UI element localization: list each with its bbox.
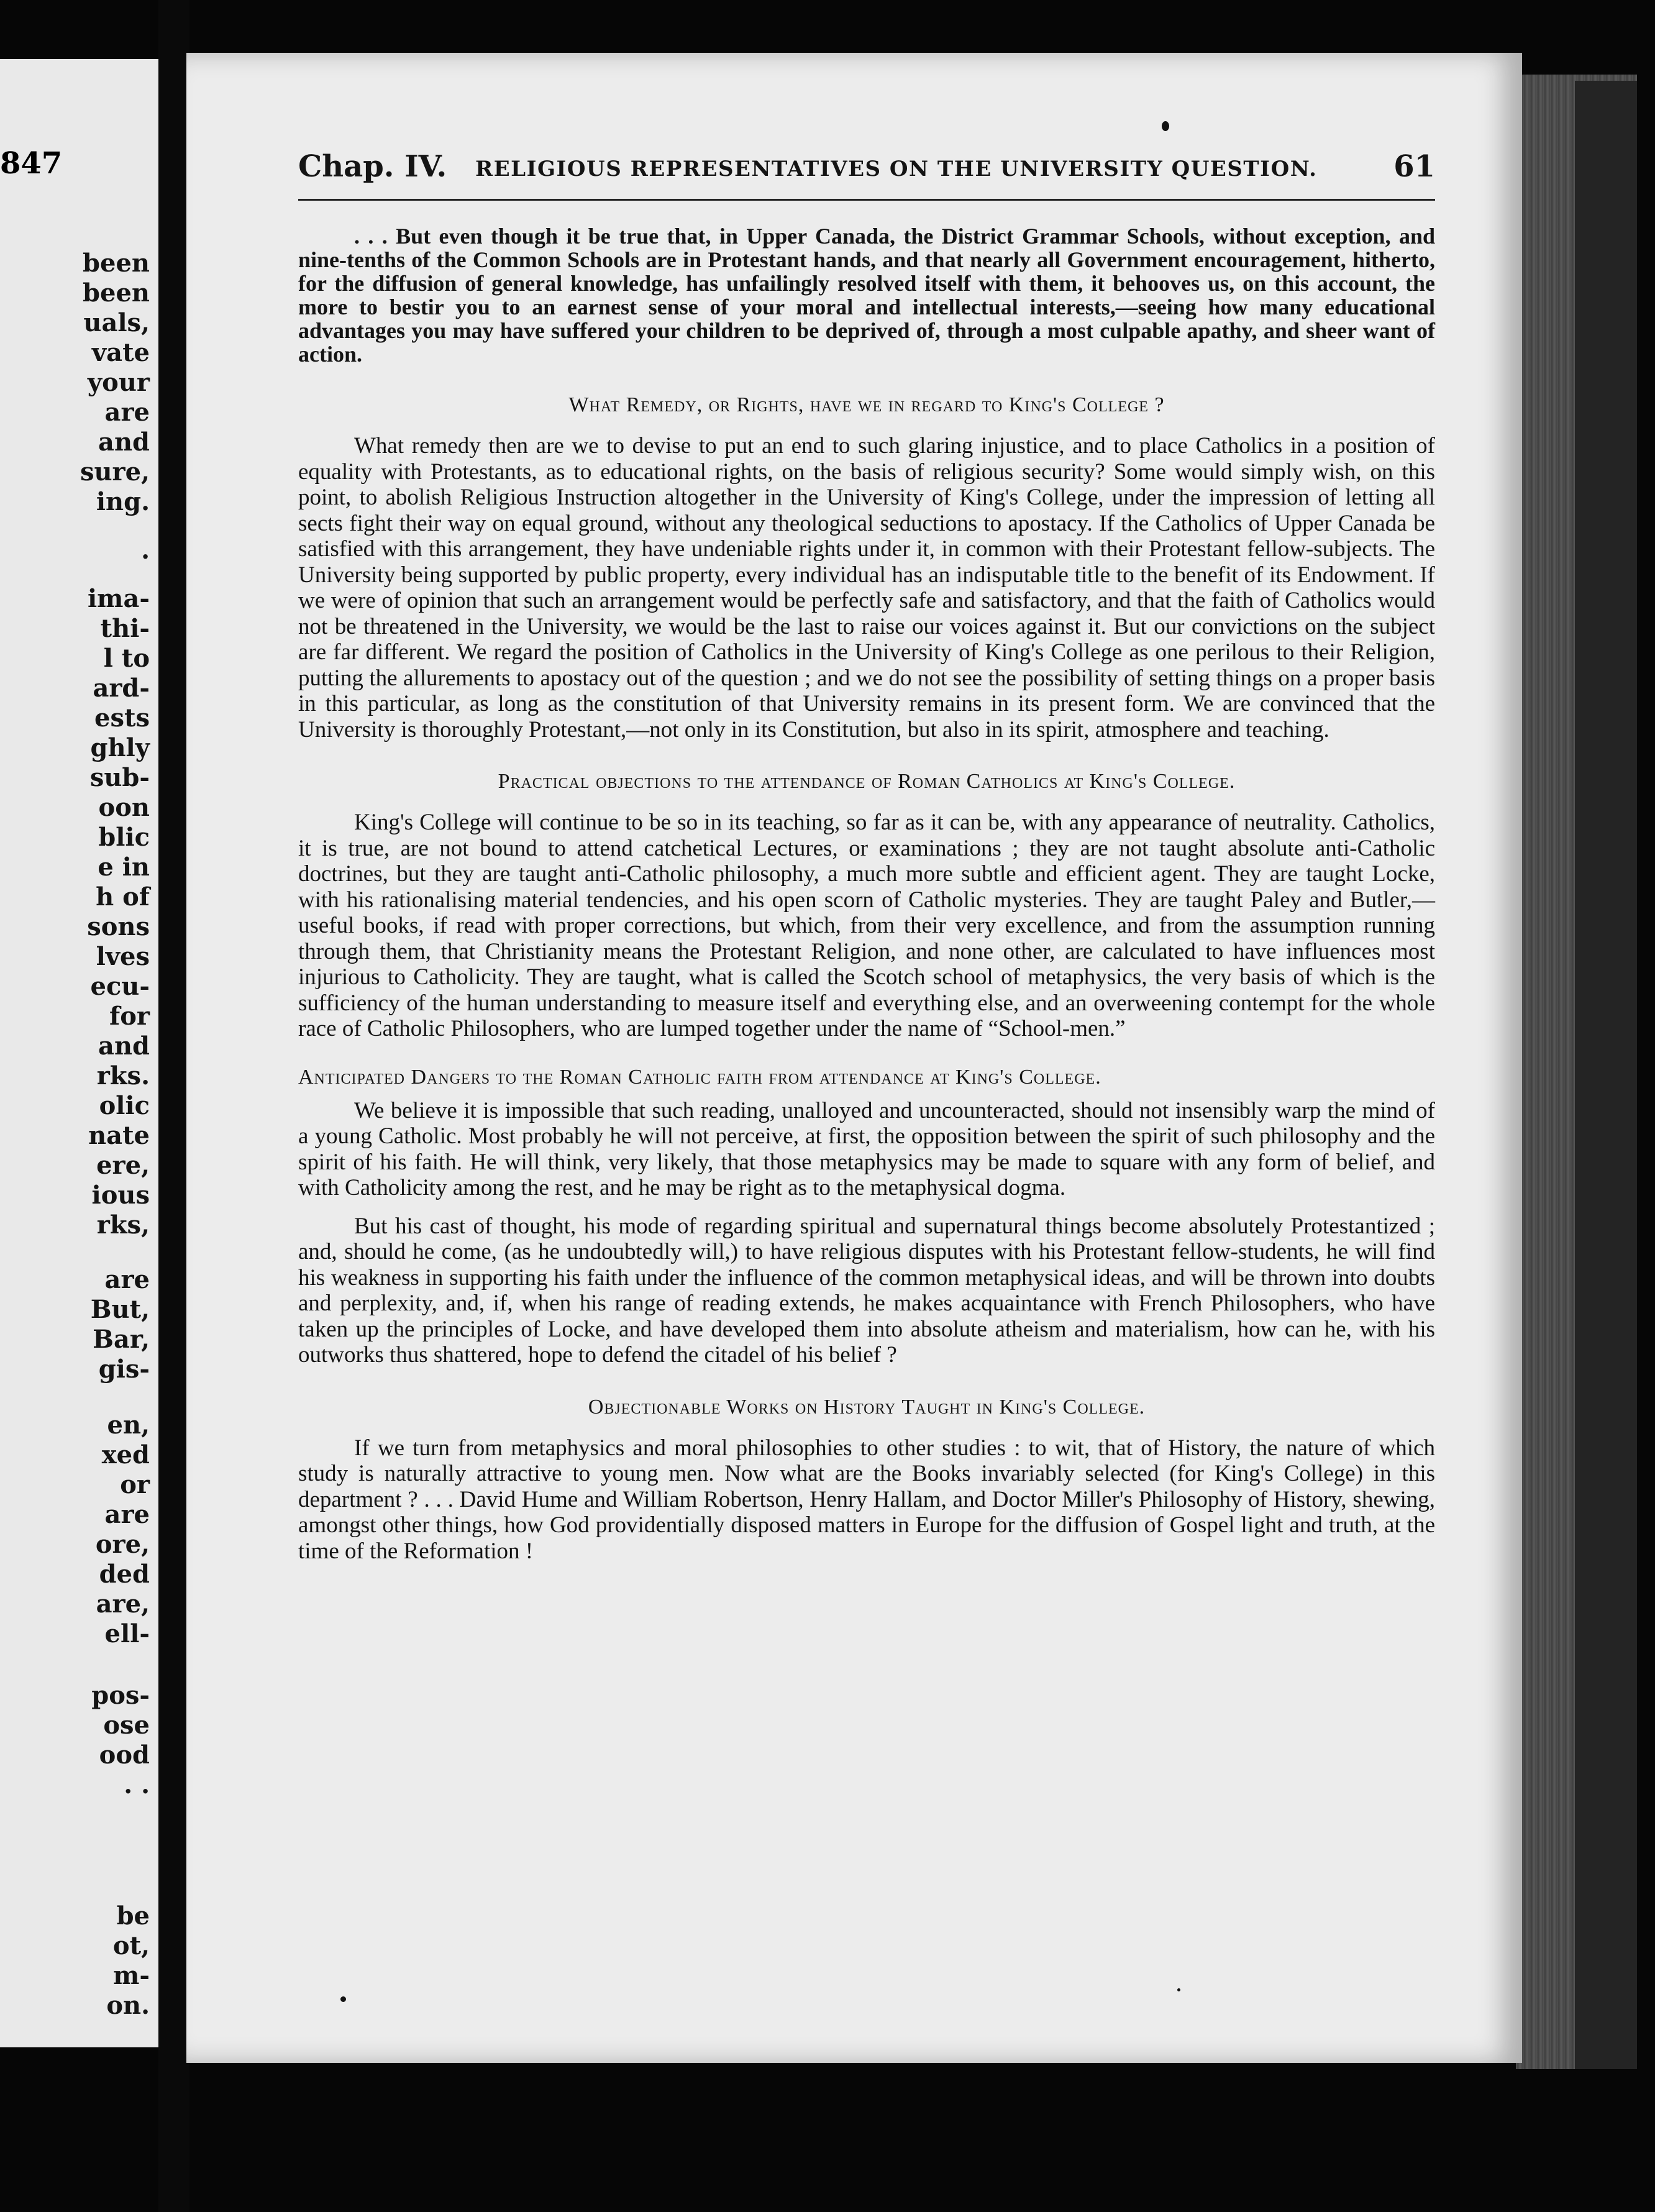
page-number: 61	[1393, 149, 1435, 184]
left-page-fragment-text: ded	[99, 1560, 150, 1589]
paragraph-practical-objections: King's College will continue to be so in its teaching, so far as it can be, with any appearance of neutrality. Catholics, it is true, are not bound to attend catchetical Lectures, or examinations ; they are not taught absolute anti-Catholic doctrines, but they are taught anti-Catholic philosophy, a much more subtle and efficient agent. They are taught Locke, with his rationalising material tendencies, and his open scorn of Catholic mysteries. They are taught Paley and Butler,—useful books, if read with proper corrections, but which, from their very excellence, and from the assumption running through them, that Christianity means the Protestant Religion, and none other, are calculated to have influences most injurious to Catholicity. They are taught, what is called the Scotch school of metaphysics, the very basis of which is the sufficiency of the human understanding to measure itself and everything else, and an overweening contempt for the whole race of Catholic Philosophers, who are lumped together under the name of “School-men.”	[298, 810, 1435, 1041]
paragraph-dangers-1: We believe it is impossible that such reading, unalloyed and uncounteracted, should not insensibly warp the mind of a young Catholic. Most probably he will not perceive, at first, the opposition between the spirit of such philosophy and the spirit of his faith. He will think, very likely, that those metaphysics may be made to square with any form of belief, and with Catholicity among the rest, and he may be right as to the metaphysical dogma.	[298, 1097, 1435, 1200]
left-page-fragment-text: ing.	[96, 487, 150, 516]
left-page-fragment-text: on.	[106, 1991, 150, 2020]
left-page-fragment-text: are	[104, 1265, 150, 1294]
left-page-fragment-text: been	[83, 249, 150, 278]
left-page-fragment-text: ima-	[87, 584, 150, 613]
left-page-fragment-text: be	[116, 1901, 150, 1931]
left-page-fragment-text: en,	[107, 1410, 150, 1440]
left-page-fragment-text: ore,	[95, 1530, 150, 1559]
left-page-fragment-text: ot,	[112, 1931, 150, 1960]
left-page-fragment-text: are,	[96, 1589, 150, 1619]
section-heading-history-works: Objectionable Works on History Taught in King's College.	[588, 1395, 1146, 1419]
quoted-paragraph: . . . But even though it be true that, in Upper Canada, the District Grammar Schools, without exception, and nine-tenths of the Common Schools are in Protestant hands, and that nearly all Government encouragement, hitherto, for the diffusion of general knowledge, has unfailingly resolved itself with them, it behooves us, on this account, the more to bestir you to an earnest sense of your moral and intellectual interests,—seeing how many educational advantages you may have suffered your children to be deprived of, through a most culpable apathy, and sheer want of action.	[298, 224, 1435, 367]
left-page-fragment-text: thi-	[100, 614, 150, 643]
left-page-fragment-text: ests	[94, 703, 150, 733]
left-page-fragment-text: blic	[98, 823, 150, 852]
left-page-fragment-text: your	[87, 368, 150, 397]
left-page-fragment-text: or	[120, 1470, 150, 1499]
left-page-fragment-text: e in	[98, 852, 150, 882]
left-page-fragment-text: are	[104, 1500, 150, 1529]
section-heading-remedy: What Remedy, or Rights, have we in regard to King's College ?	[568, 393, 1165, 416]
left-page-fragment-text: ose	[103, 1711, 150, 1740]
left-page-number: 847	[0, 146, 63, 181]
left-page-fragment-text: been	[83, 278, 150, 308]
paragraph-remedy: What remedy then are we to devise to put an end to such glaring injustice, and to place Catholics in a position of equality with Protestants, as to educational rights, on the basis of religious security? Some would simply wish, on this point, to abolish Religious Instruction altogether in the University of King's College, under the impression of letting all sects fight their way on equal ground, without any theological seductions to apostacy. If the Catholics of Upper Canada be satisfied with this arrangement, they have undeniable rights under it, in common with their Protestant fellow-subjects. The University being supported by public property, every individual has an indisputable title to the benefit of its Endowment. If we were of opinion that such an arrangement would be perfectly safe and satisfactory, and that the faith of Catholics would not be threatened in the University, we would be the last to raise our voices against it. But our convictions on the subject are far different. We regard the position of Catholics in the University of King's College as one perilous to their Religion, putting the allurements to apostacy out of the question ; and we do not see the possibility of setting things on a proper basis in this particular, as long as the constitution of that University remains in its present form. We are convinced that the University is thoroughly Protestant,—not only in its Constitution, but also in its spirit, atmosphere and teaching.	[298, 433, 1435, 743]
ink-speck	[1177, 1988, 1180, 1991]
left-page-fragment-text: ious	[91, 1181, 150, 1210]
section-heading-practical-objections: Practical objections to the attendance of Roman Catholics at King's College.	[498, 770, 1236, 793]
left-page-fragment-text: and	[98, 1031, 150, 1061]
left-page-fragment-text: gis-	[98, 1355, 150, 1384]
page-stack-shadow	[1575, 81, 1637, 2069]
chapter-label: Chap. IV.	[298, 149, 447, 184]
left-page-fragment-text: sons	[87, 912, 150, 941]
left-page-fragment-text: ecu-	[90, 972, 150, 1001]
left-page-fragment-text: ood	[99, 1740, 150, 1770]
left-page-fragment-text: sub-	[89, 763, 150, 792]
left-page-fragment-text: ere,	[96, 1151, 150, 1180]
left-page-fragment-text: uals,	[83, 308, 150, 337]
left-page-fragment-text: for	[109, 1002, 150, 1031]
left-page-fragment-text: . .	[124, 1770, 150, 1799]
ink-speck	[1162, 121, 1169, 131]
right-page	[186, 53, 1522, 2063]
left-page-fragment-text: rks.	[96, 1061, 150, 1090]
ink-speck	[340, 1996, 346, 2002]
left-page-fragment-text: ell-	[104, 1619, 150, 1648]
left-page-fragment-text: and	[98, 427, 150, 457]
left-page-fragment-text: oon	[98, 793, 150, 822]
left-page-fragment-text: olic	[99, 1091, 150, 1120]
left-page-fragment-text: pos-	[91, 1681, 150, 1710]
left-page-fragment-text: m-	[113, 1961, 150, 1990]
running-head	[298, 149, 1435, 201]
paragraph-history-works: If we turn from metaphysics and moral philosophies to other studies : to wit, that of History, the nature of which study is naturally attractive to young men. Now what are the Books invariably selected (for King's College) in this department ? . . . David Hume and William Robertson, Henry Hallam, and Doctor Miller's Philosophy of History, shewing, amongst other things, how God providentially disposed matters in Europe for the diffusion of Gospel light and truth, at the time of the Reformation !	[298, 1435, 1435, 1564]
left-page-fragment-text: ghly	[90, 733, 150, 762]
page-content	[298, 149, 1435, 1564]
left-page-fragment-text: l to	[103, 644, 150, 673]
left-page-fragment-text: Bar,	[93, 1325, 150, 1354]
left-page-fragment-text: .	[141, 536, 150, 565]
left-page-fragment-text: h of	[96, 882, 150, 912]
left-page-fragment-text: rks,	[96, 1210, 150, 1240]
left-page-fragment-text: nate	[88, 1121, 150, 1150]
left-page-fragment-text: ard-	[93, 674, 150, 703]
paragraph-dangers-2: But his cast of thought, his mode of regarding spiritual and supernatural things become absolutely Protestantized ; and, should he come, (as he undoubtedly will,) to have religious disputes with his Protestant fellow-students, he will find his weakness in supporting his faith under the influence of the common metaphysical ideas, and will be thrown into doubts and perplexity, and, if, when his range of reading extends, he makes acquaintance with French Philosophers, who have taken up the principles of Locke, and have developed them into absolute atheism and materialism, how can he, with his outworks thus shattered, hope to defend the citadel of his belief ?	[298, 1213, 1435, 1368]
book-gutter	[158, 0, 189, 2212]
running-title: RELIGIOUS REPRESENTATIVES ON THE UNIVERSITY QUESTION.	[475, 157, 1318, 181]
left-page-fragment-text: vate	[91, 338, 150, 367]
section-heading-anticipated-dangers: Anticipated Dangers to the Roman Catholic faith from attendance at King's College.	[298, 1065, 1101, 1089]
left-page-fragment-text: lves	[96, 942, 150, 971]
left-page-fragment-text: xed	[101, 1440, 150, 1469]
left-page-fragment-text: sure,	[80, 457, 150, 487]
left-page-fragment-text: are	[104, 398, 150, 427]
left-page-fragment-text: But,	[90, 1295, 150, 1324]
left-page-fragment	[0, 59, 158, 2047]
